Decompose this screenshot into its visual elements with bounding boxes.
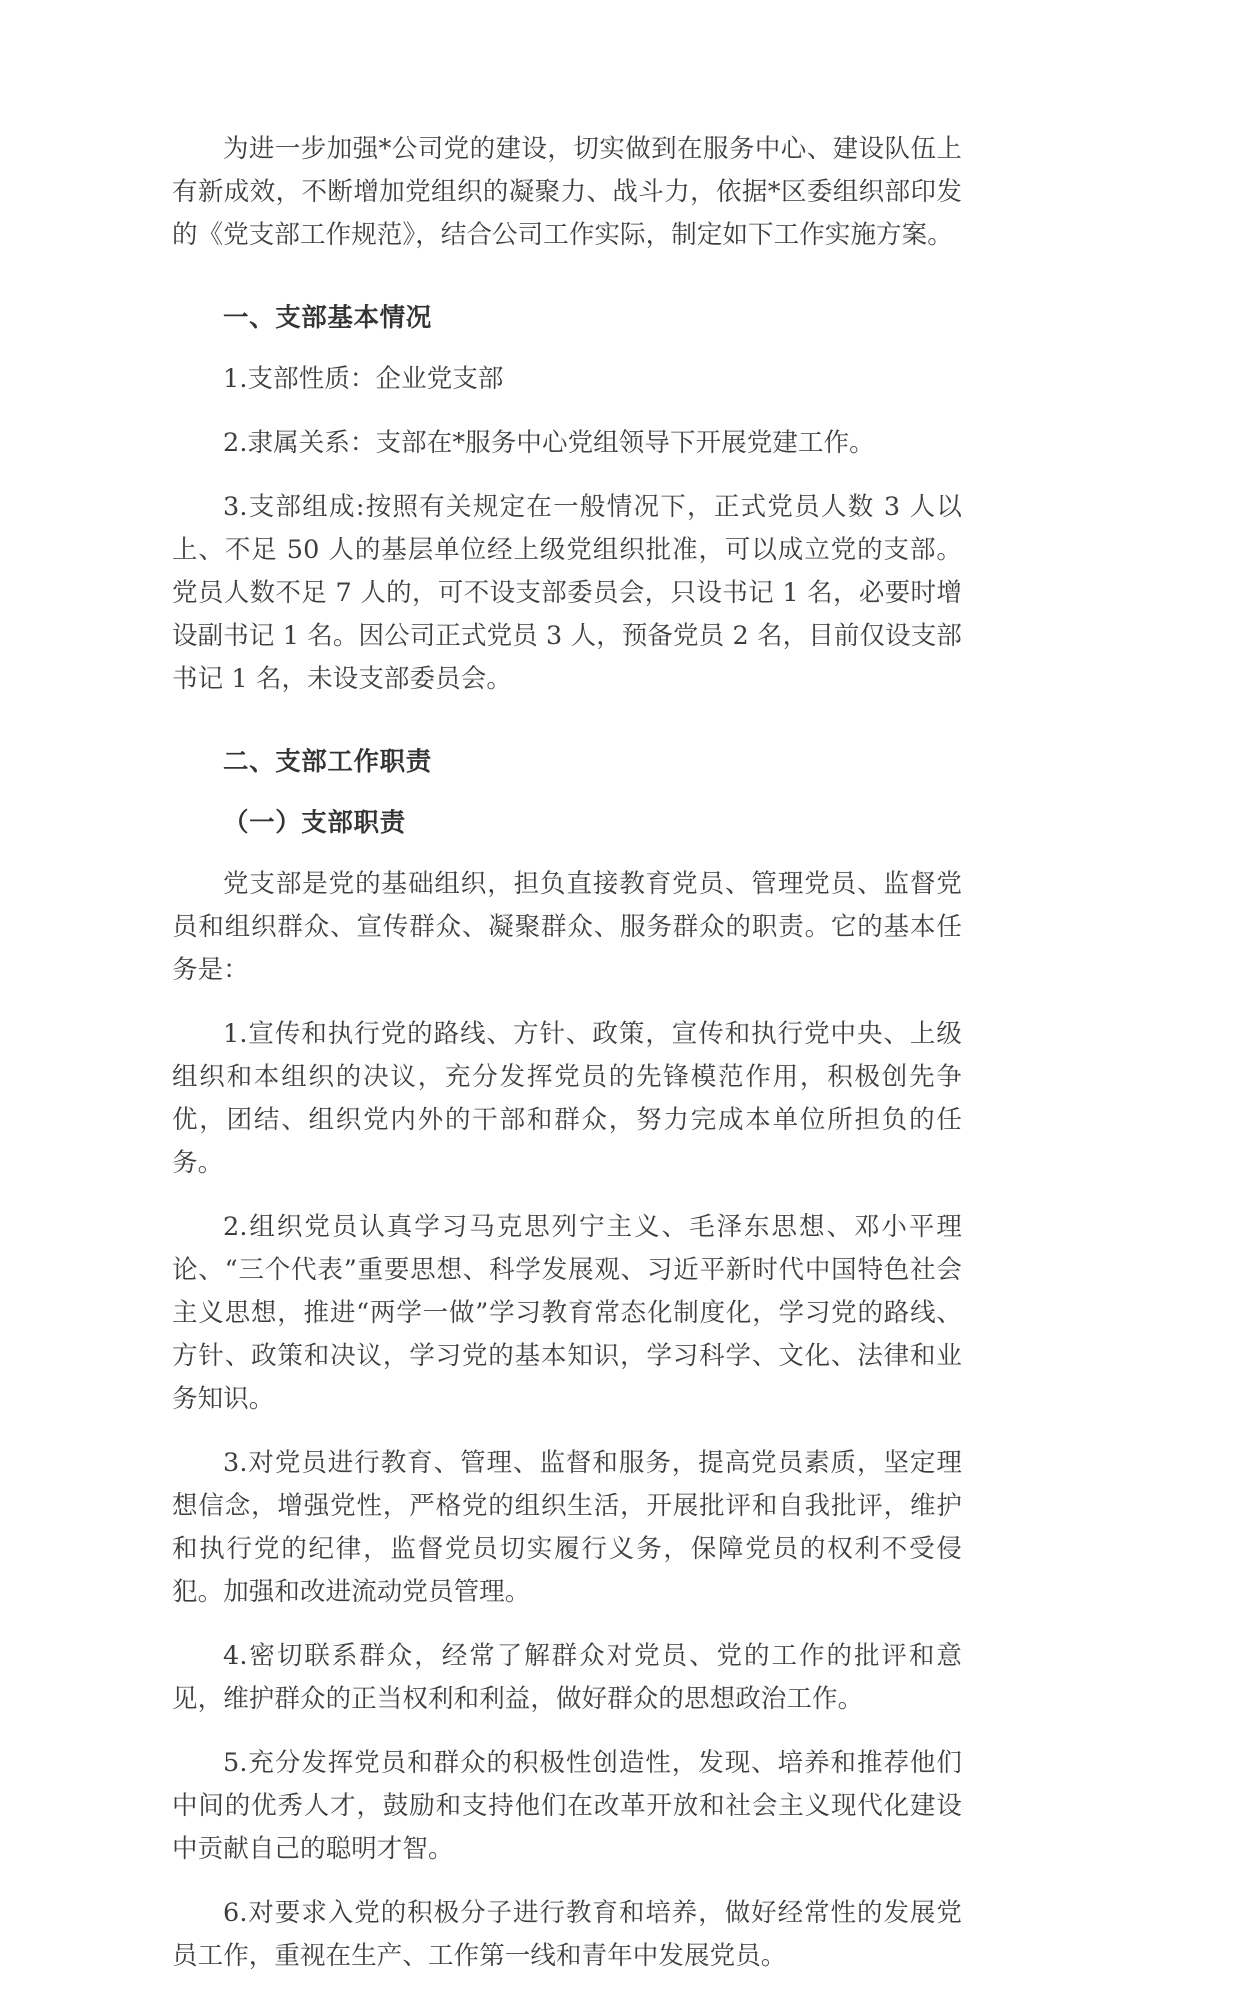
intro-paragraph: 为进一步加强*公司党的建设，切实做到在服务中心、建设队伍上有新成效，不断增加党组织的凝聚力、战斗力，依据*区委组织部印发的《党支部工作规范》，结合公司工作实际，制定如下工作实施方案。 bbox=[172, 134, 962, 250]
document-body bbox=[172, 128, 962, 1999]
duty-item-3: 3.对党员进行教育、管理、监督和服务，提高党员素质，坚定理想信念，增强党性，严格党的组织生活，开展批评和自我批评，维护和执行党的纪律，监督党员切实履行义务，保障党员的权利不受侵犯。加强和改进流动党员管理。 bbox=[172, 1448, 962, 1607]
subsection-heading-one: （一）支部职责 bbox=[223, 808, 406, 838]
duty-item-4: 4.密切联系群众，经常了解群众对党员、党的工作的批评和意见，维护群众的正当权利和利益，做好群众的思想政治工作。 bbox=[172, 1641, 962, 1714]
subsection-intro-paragraph: 党支部是党的基础组织，担负直接教育党员、管理党员、监督党员和组织群众、宣传群众、凝聚群众、服务群众的职责。它的基本任务是： bbox=[172, 869, 962, 985]
duty-item-6: 6.对要求入党的积极分子进行教育和培养，做好经常性的发展党员工作，重视在生产、工作第一线和青年中发展党员。 bbox=[172, 1898, 962, 1971]
item-affiliation: 2.隶属关系：支部在*服务中心党组领导下开展党建工作。 bbox=[223, 428, 875, 458]
duty-item-2: 2.组织党员认真学习马克思列宁主义、毛泽东思想、邓小平理论、“三个代表”重要思想、科学发展观、习近平新时代中国特色社会主义思想，推进“两学一做”学习教育常态化制度化，学习党的路线、方针、政策和决议，学习党的基本知识，学习科学、文化、法律和业务知识。 bbox=[172, 1212, 962, 1414]
item-branch-nature: 1.支部性质：企业党支部 bbox=[223, 364, 504, 394]
duty-item-5: 5.充分发挥党员和群众的积极性创造性，发现、培养和推荐他们中间的优秀人才，鼓励和支持他们在改革开放和社会主义现代化建设中贡献自己的聪明才智。 bbox=[172, 1748, 962, 1864]
duty-item-1: 1.宣传和执行党的路线、方针、政策，宣传和执行党中央、上级组织和本组织的决议，充分发挥党员的先锋模范作用，积极创先争优，团结、组织党内外的干部和群众，努力完成本单位所担负的任务。 bbox=[172, 1019, 962, 1178]
spacer bbox=[172, 278, 962, 283]
section-heading-one: 一、支部基本情况 bbox=[223, 303, 432, 333]
spacer bbox=[172, 722, 962, 727]
item-branch-composition: 3.支部组成:按照有关规定在一般情况下，正式党员人数 3 人以上、不足 50 人的基层单位经上级党组织批准，可以成立党的支部。党员人数不足 7 人的，可不设支部委员会，只设书记 1 名，必要时增设副书记 1 名。因公司正式党员 3 人，预备党员 2 名，目前仅设支部书记 1 名，未设支部委员会。 bbox=[172, 492, 962, 694]
section-heading-two: 二、支部工作职责 bbox=[223, 747, 432, 777]
